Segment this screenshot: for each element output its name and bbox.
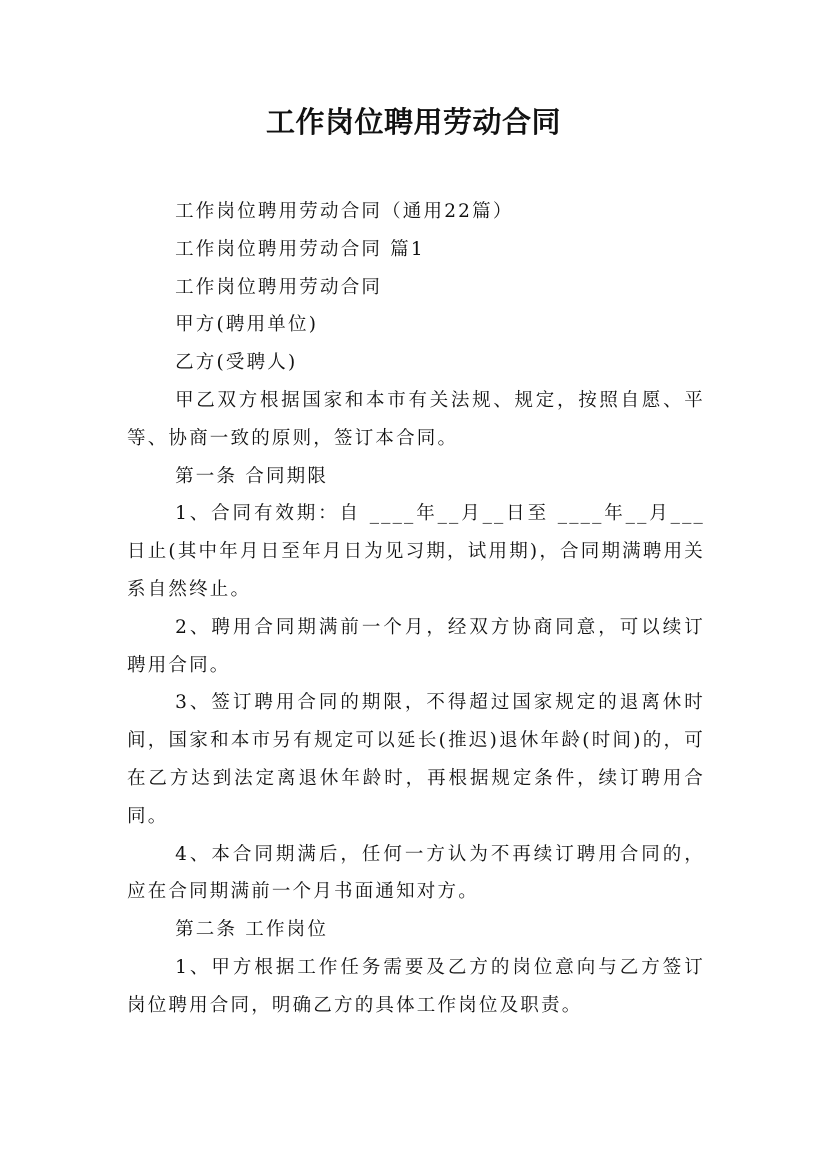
paragraph-subtitle: 工作岗位聘用劳动合同（通用22篇） [175, 201, 514, 222]
section-heading-position: 第二条 工作岗位 [175, 919, 329, 941]
document-title: 工作岗位聘用劳动合同 [265, 105, 561, 139]
paragraph-party-a: 甲方(聘用单位) [175, 314, 319, 336]
paragraph-term-1: 1、合同有效期：自 ____年__月__日至 ____年__月___日止(其中年月日至年月日为见习期，试用期)，合同期满聘用关系自然终止。 [127, 503, 705, 600]
paragraph-party-b: 乙方(受聘人) [175, 352, 298, 374]
document-body [127, 193, 705, 1025]
paragraph-article-heading: 工作岗位聘用劳动合同 篇1 [175, 238, 425, 260]
paragraph-contract-name: 工作岗位聘用劳动合同 [175, 276, 383, 298]
paragraph-term-3: 3、签订聘用合同的期限，不得超过国家规定的退离休时间，国家和本市另有规定可以延长(推迟)退休年龄(时间)的，可在乙方达到法定离退休年龄时，再根据规定条件，续订聘用合同。 [127, 692, 705, 827]
paragraph-term-4: 4、本合同期满后，任何一方认为不再续订聘用合同的，应在合同期满前一个月书面通知对方。 [127, 843, 705, 903]
paragraph-term-2: 2、聘用合同期满前一个月，经双方协商同意，可以续订聘用合同。 [127, 616, 705, 676]
section-heading-term: 第一条 合同期限 [175, 465, 329, 487]
paragraph-position-1: 1、甲方根据工作任务需要及乙方的岗位意向与乙方签订岗位聘用合同，明确乙方的具体工作岗位及职责。 [127, 956, 705, 1016]
paragraph-preamble: 甲乙双方根据国家和本市有关法规、规定，按照自愿、平等、协商一致的原则，签订本合同。 [127, 389, 705, 449]
